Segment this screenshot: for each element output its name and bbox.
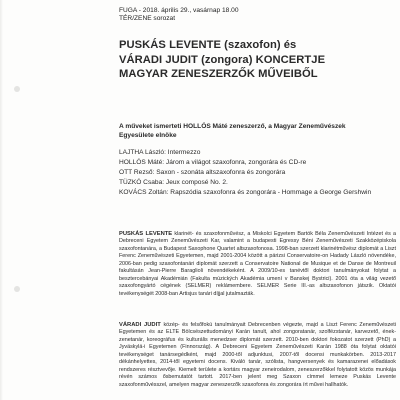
program-item: OTT Rezső: Saxon - szonáta altszaxofonra és zongorára [119, 169, 286, 176]
page-edge-shadow [0, 0, 3, 400]
title-line: PUSKÁS LEVENTE (szaxofon) és [119, 39, 297, 51]
presenter-line: A műveket ismerteti HOLLÓS Máté zeneszerző, a Magyar Zeneművészek [119, 123, 346, 130]
event-series-line: TÉR/ZENE sorozat [119, 15, 176, 22]
performer-bio-puskas [119, 231, 396, 298]
performer-bio-text: klarinét- és szaxofonművész, a Miskolci Egyetem Bartók Béla Zeneművészeti Intézet és a Debreceni Egyetem Zeneművészeti Kar, valamint a budapesti Egressy Béni Zeneművészeti Szakközépiskola szaxofontanára, a Budapest Saxophone Quartet altszaxofonosa. 1998-ban szerzett klarinétművész diplomát a Liszt Ferenc Zeneművészeti Egyetemen, majd 2001-2004 között a párizsi Conservatoire-on Hadady László növendéke, 2006-ban pedig szaxofontanári diplomát szerzett a Conservatoire National de Musique et de Danse de Montreuil fakultásán Jean-Pierre Baraglioli növendékeként. A 2009/10-es tanévtől doktori tanulmányokat folytat a besztercebányai Akadémián (Fakulta múzických Akadémia umení v Banskej Bystrici). 2001 óta a világ vezető szaxofongyártó cégének (SELMER) reklámembere. SELMER Serie III.-as altszaxofonon játszik. Oktatói tevékenységét 2008-ban Artisjus tanári díjjal jutalmazták. [119, 231, 396, 297]
event-date-line: FUGA - 2018. április 29., vasárnap 18.00 [119, 7, 239, 14]
performer-name: VÁRADI JUDIT [119, 322, 161, 328]
binder-hole [14, 86, 20, 92]
program-list [119, 148, 394, 198]
performer-bio-text: közép- és felsőfokú tanulmányait Debrecenben végezte, majd a Liszt Ferenc Zeneművészeti Egyetemen és az ELTE Bölcsészettudományi Karán tanult, ahol zongoratanár, szolfézstanár, karvezető, ének-zenetanár, koreográfus és kulturális menedzser diplomát szerzett. 2010-ben doktori fokozatot szerzett (PhD) a Jyväskylä-i Egyetemen (Finnország). A Debreceni Egyetem Zeneművészeti Karán 1988 óta folytat oktatói tevékenységet tanársegédként, majd 2000-től adjunktusi, 2007-től docensi munkakörben. 2013-2017 dékánhelyettes, 2014-től egyetemi docens. Kiváló tanár, szólista, hangversenyek és kamarazenei előadások rendszeres résztvevője. Kiemelt területe a kortárs magyar zeneirodalom, zeneszerzőkkel folytatott közös munkája révén számos ősbemutatót tartott. 2017-ben jelent meg Szaxon címmel lemeze Puskás Levente szaxofonművésszel, amelyen magyar zeneszerzők szaxofonra és zongorára írt művei hallhatók. [119, 322, 396, 388]
title-line: MAGYAR ZENESZERZŐK MŰVEIBŐL [119, 68, 318, 80]
program-item: KOVÁCS Zoltán: Rapszódia szaxofonra és zongorára - Hommage a George Gershwin [119, 189, 372, 196]
performer-bio-varadi [119, 322, 396, 389]
presenter-note [119, 122, 391, 140]
program-item: HOLLÓS Máté: Járom a világot szaxofonra, zongorára és CD-re [119, 159, 307, 166]
performer-name: PUSKÁS LEVENTE [119, 231, 173, 237]
presenter-line: Egyesülete elnöke [119, 132, 177, 139]
binder-hole [14, 286, 20, 292]
program-item: TÜZKÓ Csaba: Jeux composé No. 2. [119, 179, 228, 186]
concert-title [119, 38, 399, 82]
title-line: VÁRADI JUDIT (zongora) KONCERTJE [119, 53, 326, 66]
program-item: LAJTHA László: Intermezzo [119, 149, 201, 156]
event-header [119, 7, 239, 23]
